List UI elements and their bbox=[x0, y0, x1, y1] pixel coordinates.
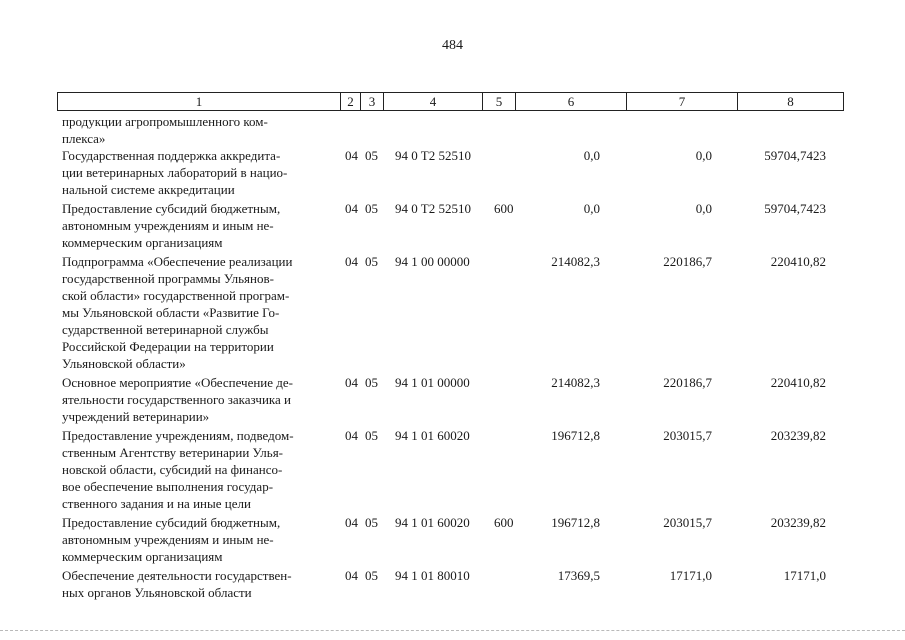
table-row bbox=[62, 567, 862, 601]
row-amount-col8: 220410,82 bbox=[770, 254, 826, 269]
row-name: Основное мероприятие «Обеспечение де- ятельности государственного заказчика и учреждений ветеринарии» bbox=[62, 375, 293, 424]
row-amount-col7: 203015,7 bbox=[663, 515, 712, 530]
row-amount-col8: 203239,82 bbox=[770, 428, 826, 443]
row-amount-col6: 196712,8 bbox=[551, 428, 600, 443]
row-name: Государственная поддержка аккредита- ции ветеринарных лабораторий в нацио- нальной системе аккредитации bbox=[62, 148, 288, 197]
column-header-table bbox=[57, 92, 844, 111]
row-amount-col6: 214082,3 bbox=[551, 254, 600, 269]
row-code-subsection: 05 bbox=[365, 148, 378, 163]
row-code-subsection: 05 bbox=[365, 428, 378, 443]
row-amount-col7: 220186,7 bbox=[663, 254, 712, 269]
row-amount-col8: 220410,82 bbox=[770, 375, 826, 390]
row-amount-col8: 59704,7423 bbox=[764, 201, 826, 216]
header-col-6: 6 bbox=[516, 93, 627, 111]
table-row bbox=[62, 113, 862, 147]
row-code-expense-type: 600 bbox=[494, 201, 514, 216]
row-code-subsection: 05 bbox=[365, 375, 378, 390]
row-amount-col8: 59704,7423 bbox=[764, 148, 826, 163]
table-row bbox=[62, 147, 862, 198]
header-col-5: 5 bbox=[483, 93, 516, 111]
row-name: Предоставление субсидий бюджетным, автономным учреждениям и иным не- коммерческим организациям bbox=[62, 201, 281, 250]
row-amount-col8: 17171,0 bbox=[783, 568, 826, 583]
row-amount-col8: 203239,82 bbox=[770, 515, 826, 530]
row-code-section: 04 bbox=[345, 375, 358, 390]
header-col-3: 3 bbox=[361, 93, 384, 111]
row-code-section: 04 bbox=[345, 254, 358, 269]
row-code-section: 04 bbox=[345, 201, 358, 216]
header-col-7: 7 bbox=[627, 93, 738, 111]
table-row bbox=[62, 427, 862, 512]
row-amount-col6: 0,0 bbox=[583, 201, 600, 216]
budget-rows bbox=[62, 111, 862, 601]
row-code-subsection: 05 bbox=[365, 201, 378, 216]
row-amount-col7: 0,0 bbox=[695, 148, 712, 163]
row-code-target: 94 0 T2 52510 bbox=[395, 201, 471, 216]
row-name: продукции агропромышленного ком- плекса» bbox=[62, 114, 268, 146]
row-code-subsection: 05 bbox=[365, 568, 378, 583]
row-code-target: 94 0 T2 52510 bbox=[395, 148, 471, 163]
header-col-2: 2 bbox=[341, 93, 361, 111]
row-name: Предоставление субсидий бюджетным, автономным учреждениям и иным не- коммерческим организациям bbox=[62, 515, 281, 564]
table-row bbox=[62, 200, 862, 251]
table-row bbox=[62, 374, 862, 425]
row-amount-col7: 0,0 bbox=[695, 201, 712, 216]
row-amount-col7: 203015,7 bbox=[663, 428, 712, 443]
row-code-subsection: 05 bbox=[365, 515, 378, 530]
row-code-target: 94 1 01 00000 bbox=[395, 375, 470, 390]
row-code-expense-type: 600 bbox=[494, 515, 514, 530]
row-code-section: 04 bbox=[345, 428, 358, 443]
row-code-target: 94 1 00 00000 bbox=[395, 254, 470, 269]
row-name: Обеспечение деятельности государствен- ных органов Ульяновской области bbox=[62, 568, 292, 600]
row-code-target: 94 1 01 60020 bbox=[395, 428, 470, 443]
row-code-target: 94 1 01 60020 bbox=[395, 515, 470, 530]
row-amount-col6: 214082,3 bbox=[551, 375, 600, 390]
row-code-section: 04 bbox=[345, 568, 358, 583]
header-col-8: 8 bbox=[738, 93, 844, 111]
row-amount-col7: 220186,7 bbox=[663, 375, 712, 390]
table-row bbox=[62, 253, 862, 372]
row-amount-col6: 196712,8 bbox=[551, 515, 600, 530]
page-number: 484 bbox=[442, 38, 463, 53]
header-col-1: 1 bbox=[58, 93, 341, 111]
row-name: Предоставление учреждениям, подведом- ственным Агентству ветеринарии Улья- новской области, субсидий на финансо- вое обеспечение выполнения государ- ственного задания и на иные цели bbox=[62, 428, 294, 511]
header-col-4: 4 bbox=[384, 93, 483, 111]
row-code-section: 04 bbox=[345, 515, 358, 530]
row-amount-col6: 0,0 bbox=[583, 148, 600, 163]
page-bottom-divider bbox=[0, 630, 905, 632]
row-code-section: 04 bbox=[345, 148, 358, 163]
row-name: Подпрограмма «Обеспечение реализации государственной программы Ульянов- ской области» государственной програм- мы Ульяновской области «Развитие Го- сударственной ветеринарной службы Российской Федерации на территории Ульяновской области» bbox=[62, 254, 293, 371]
row-code-subsection: 05 bbox=[365, 254, 378, 269]
row-amount-col6: 17369,5 bbox=[557, 568, 600, 583]
table-row bbox=[62, 514, 862, 565]
row-amount-col7: 17171,0 bbox=[669, 568, 712, 583]
row-code-target: 94 1 01 80010 bbox=[395, 568, 470, 583]
